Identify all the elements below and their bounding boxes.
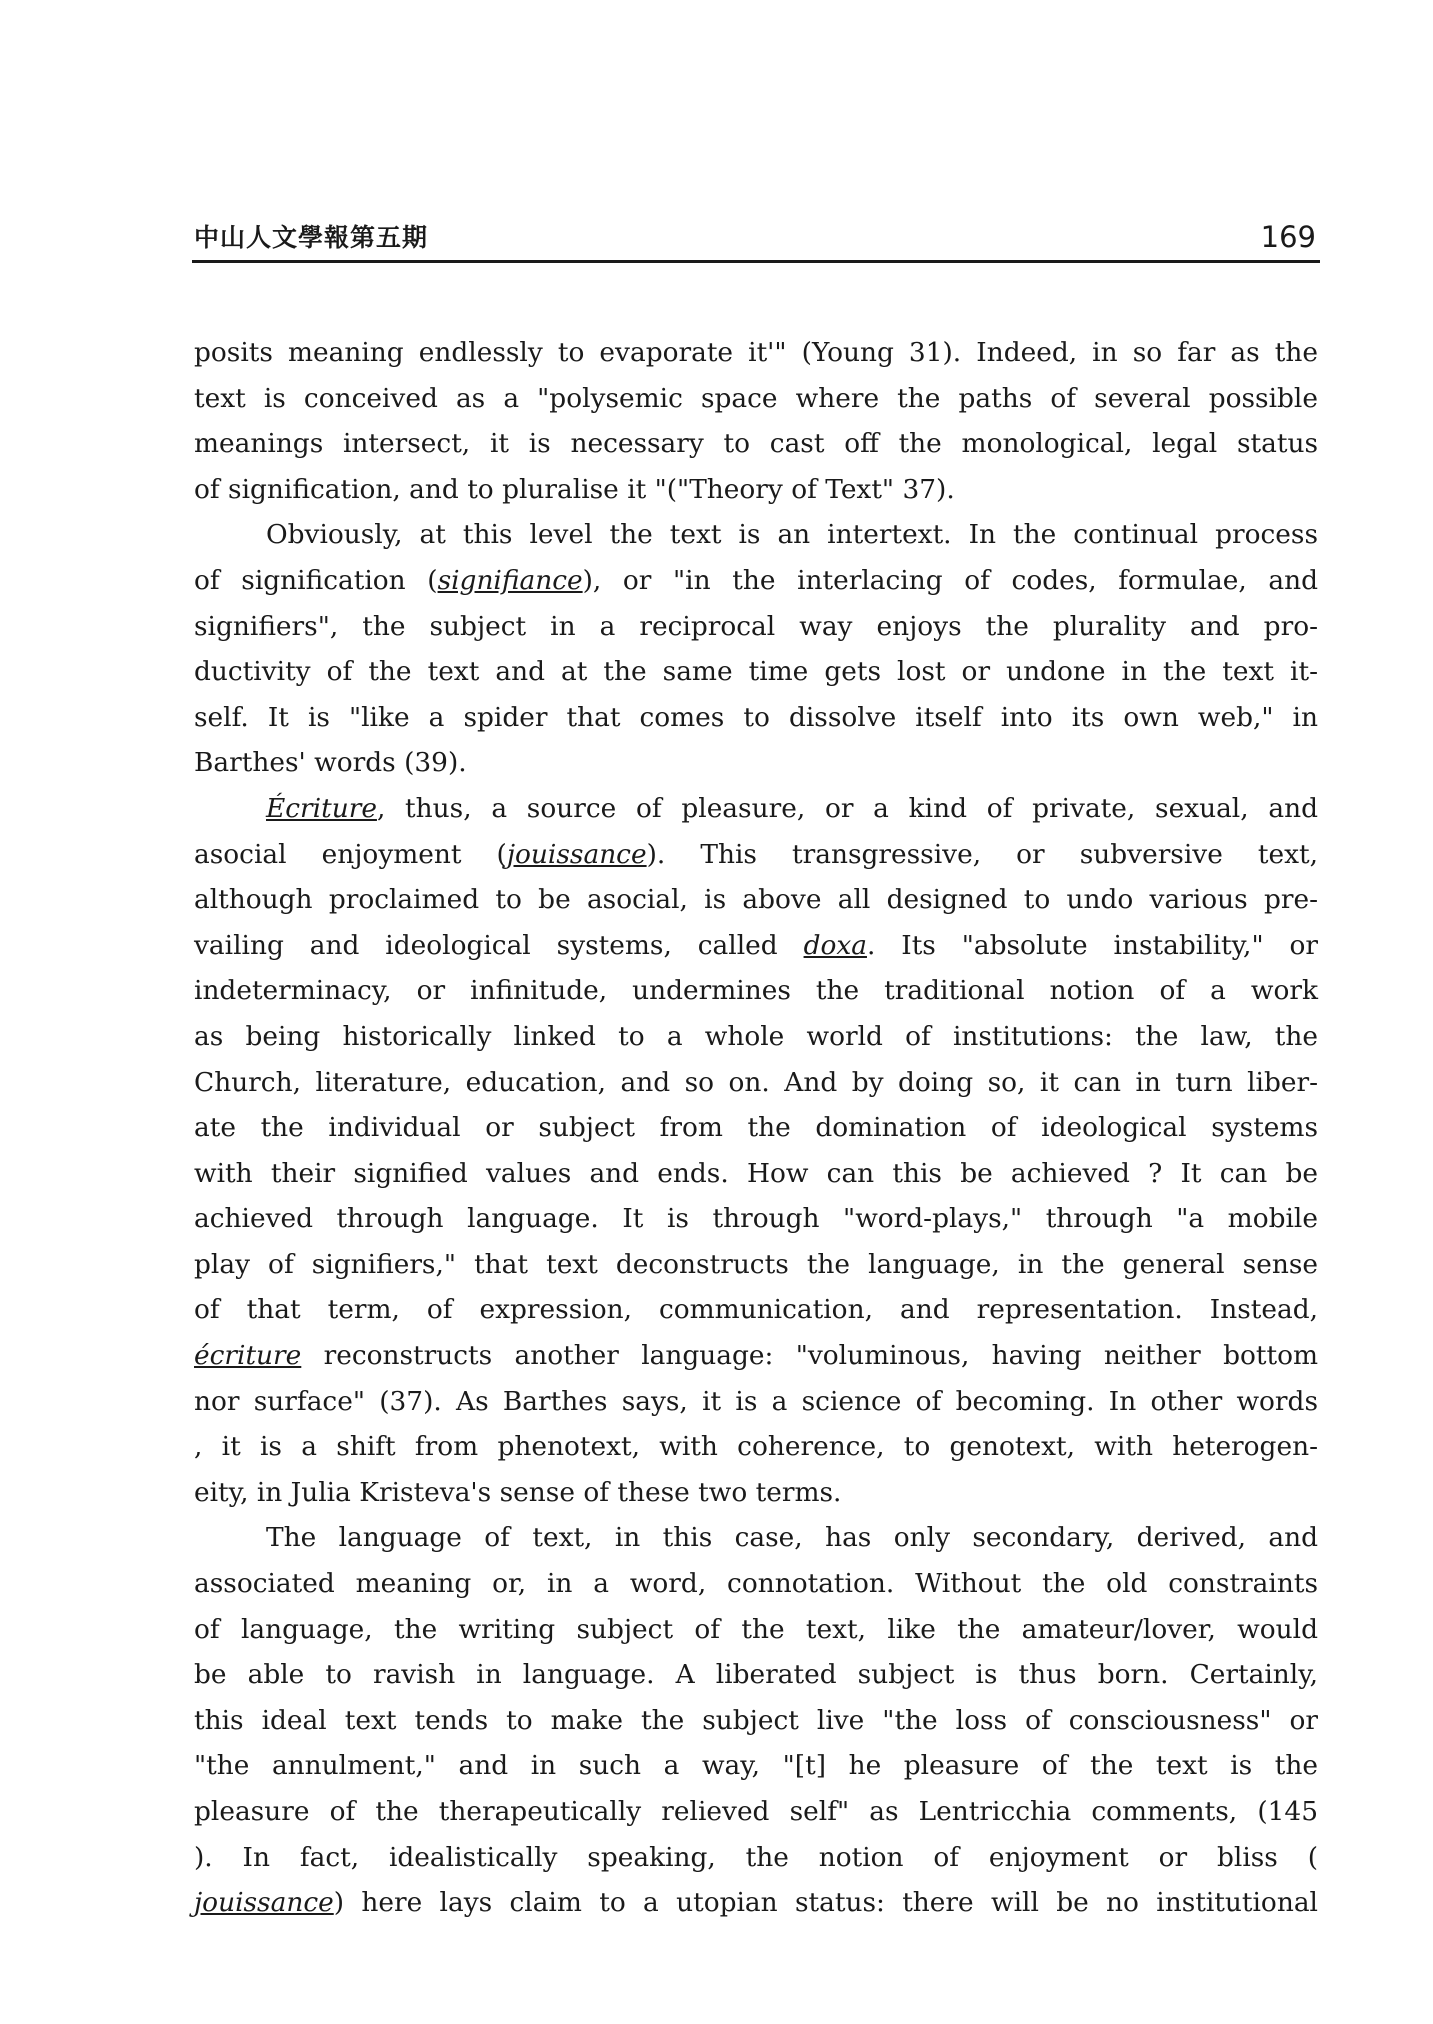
text-line: pleasure of the therapeutically relieved self" as Lentricchia comments, (145 bbox=[194, 1796, 1318, 1827]
italic-term: doxa bbox=[803, 929, 867, 961]
text-line bbox=[194, 832, 1318, 878]
text-line bbox=[194, 786, 1318, 832]
paragraph-2 bbox=[194, 512, 1318, 786]
page-header bbox=[192, 214, 1320, 263]
text-line: as being historically linked to a whole world of institutions: the law, the bbox=[194, 1020, 1318, 1052]
text-line: ductivity of the text and at the same time gets lost or undone in the text it- bbox=[194, 656, 1318, 688]
text-line: of that term, of expression, communication, and representation. Instead, bbox=[194, 1294, 1318, 1326]
text-line: Church, literature, education, and so on. And by doing so, it can in turn liber- bbox=[194, 1066, 1318, 1098]
paragraph-1 bbox=[194, 330, 1318, 512]
text-line: achieved through language. It is through "word-plays," through "a mobile bbox=[194, 1203, 1318, 1235]
text-run: reconstructs another language: "voluminous, having neither bottom bbox=[301, 1340, 1318, 1372]
text-run: , thus, a source of pleasure, or a kind of private, sexual, and bbox=[376, 792, 1318, 824]
text-line: The language of text, in this case, has only secondary, derived, and bbox=[266, 1522, 1318, 1554]
text-line: "the annulment," and in such a way, "[t] he pleasure of the text is the bbox=[194, 1750, 1318, 1782]
text-line: be able to ravish in language. A liberated subject is thus born. Certainly, bbox=[194, 1659, 1318, 1691]
paragraph-3 bbox=[194, 786, 1318, 1516]
text-line: ). In fact, idealistically speaking, the notion of enjoyment or bliss ( bbox=[194, 1841, 1318, 1873]
text-line: of signification, and to pluralise it "("Theory of Text" 37). bbox=[194, 473, 955, 505]
text-run: vailing and ideological systems, called bbox=[194, 929, 804, 961]
italic-term: Écriture bbox=[266, 792, 377, 824]
text-line: associated meaning or, in a word, connotation. Without the old constraints bbox=[194, 1568, 1318, 1600]
text-line: Obviously, at this level the text is an intertext. In the continual process bbox=[266, 519, 1318, 551]
text-run: of signification ( bbox=[194, 564, 438, 596]
text-line: signifiers", the subject in a reciprocal way enjoys the plurality and pro- bbox=[194, 610, 1318, 642]
text-line: of language, the writing subject of the text, like the amateur/lover, would bbox=[194, 1613, 1318, 1645]
text-line: posits meaning endlessly to evaporate it'" (Young 31). Indeed, in so far as the bbox=[194, 337, 1318, 368]
journal-title: 中山人文學報第五期 bbox=[194, 223, 429, 252]
text-line bbox=[194, 1880, 1318, 1926]
text-line: eity, in Julia Kristeva's sense of these two terms. bbox=[194, 1476, 842, 1508]
text-line: text is conceived as a "polysemic space where the paths of several possible bbox=[194, 382, 1318, 414]
text-line: ate the individual or subject from the domination of ideological systems bbox=[194, 1112, 1318, 1144]
text-line: nor surface" (37). As Barthes says, it is a science of becoming. In other words bbox=[194, 1385, 1318, 1417]
text-line: although proclaimed to be asocial, is above all designed to undo various pre- bbox=[194, 884, 1318, 916]
text-run: ), or "in the interlacing of codes, formulae, and bbox=[582, 564, 1318, 596]
italic-term: signifiance bbox=[437, 564, 583, 596]
text-line bbox=[194, 923, 1318, 969]
paragraph-4 bbox=[194, 1515, 1318, 1925]
text-run: . Its "absolute instability," or bbox=[866, 929, 1318, 961]
text-line: play of signifiers," that text deconstructs the language, in the general sense bbox=[194, 1248, 1318, 1280]
text-line: , it is a shift from phenotext, with coherence, to genotext, with heterogen- bbox=[194, 1431, 1318, 1463]
text-line: meanings intersect, it is necessary to cast off the monological, legal status bbox=[194, 428, 1318, 460]
text-line: with their signified values and ends. How can this be achieved ? It can be bbox=[194, 1157, 1318, 1189]
text-run: ). This transgressive, or subversive text, bbox=[646, 838, 1318, 870]
text-run: asocial enjoyment ( bbox=[194, 838, 507, 870]
text-line bbox=[194, 558, 1318, 604]
text-line: indeterminacy, or infinitude, undermines the traditional notion of a work bbox=[194, 975, 1318, 1007]
italic-term: jouissance bbox=[506, 838, 647, 870]
text-line: self. It is "like a spider that comes to dissolve itself into its own web," in bbox=[194, 701, 1318, 733]
italic-term: écriture bbox=[194, 1340, 302, 1372]
text-line: Barthes' words (39). bbox=[194, 747, 467, 779]
body-text bbox=[194, 330, 1318, 1926]
text-line: this ideal text tends to make the subject live "the loss of consciousness" or bbox=[194, 1704, 1318, 1736]
text-line bbox=[194, 1333, 1318, 1379]
text-run: ) here lays claim to a utopian status: there will be no institutional bbox=[333, 1887, 1318, 1919]
page-number: 169 bbox=[1260, 220, 1316, 254]
italic-term: jouissance bbox=[194, 1887, 334, 1919]
